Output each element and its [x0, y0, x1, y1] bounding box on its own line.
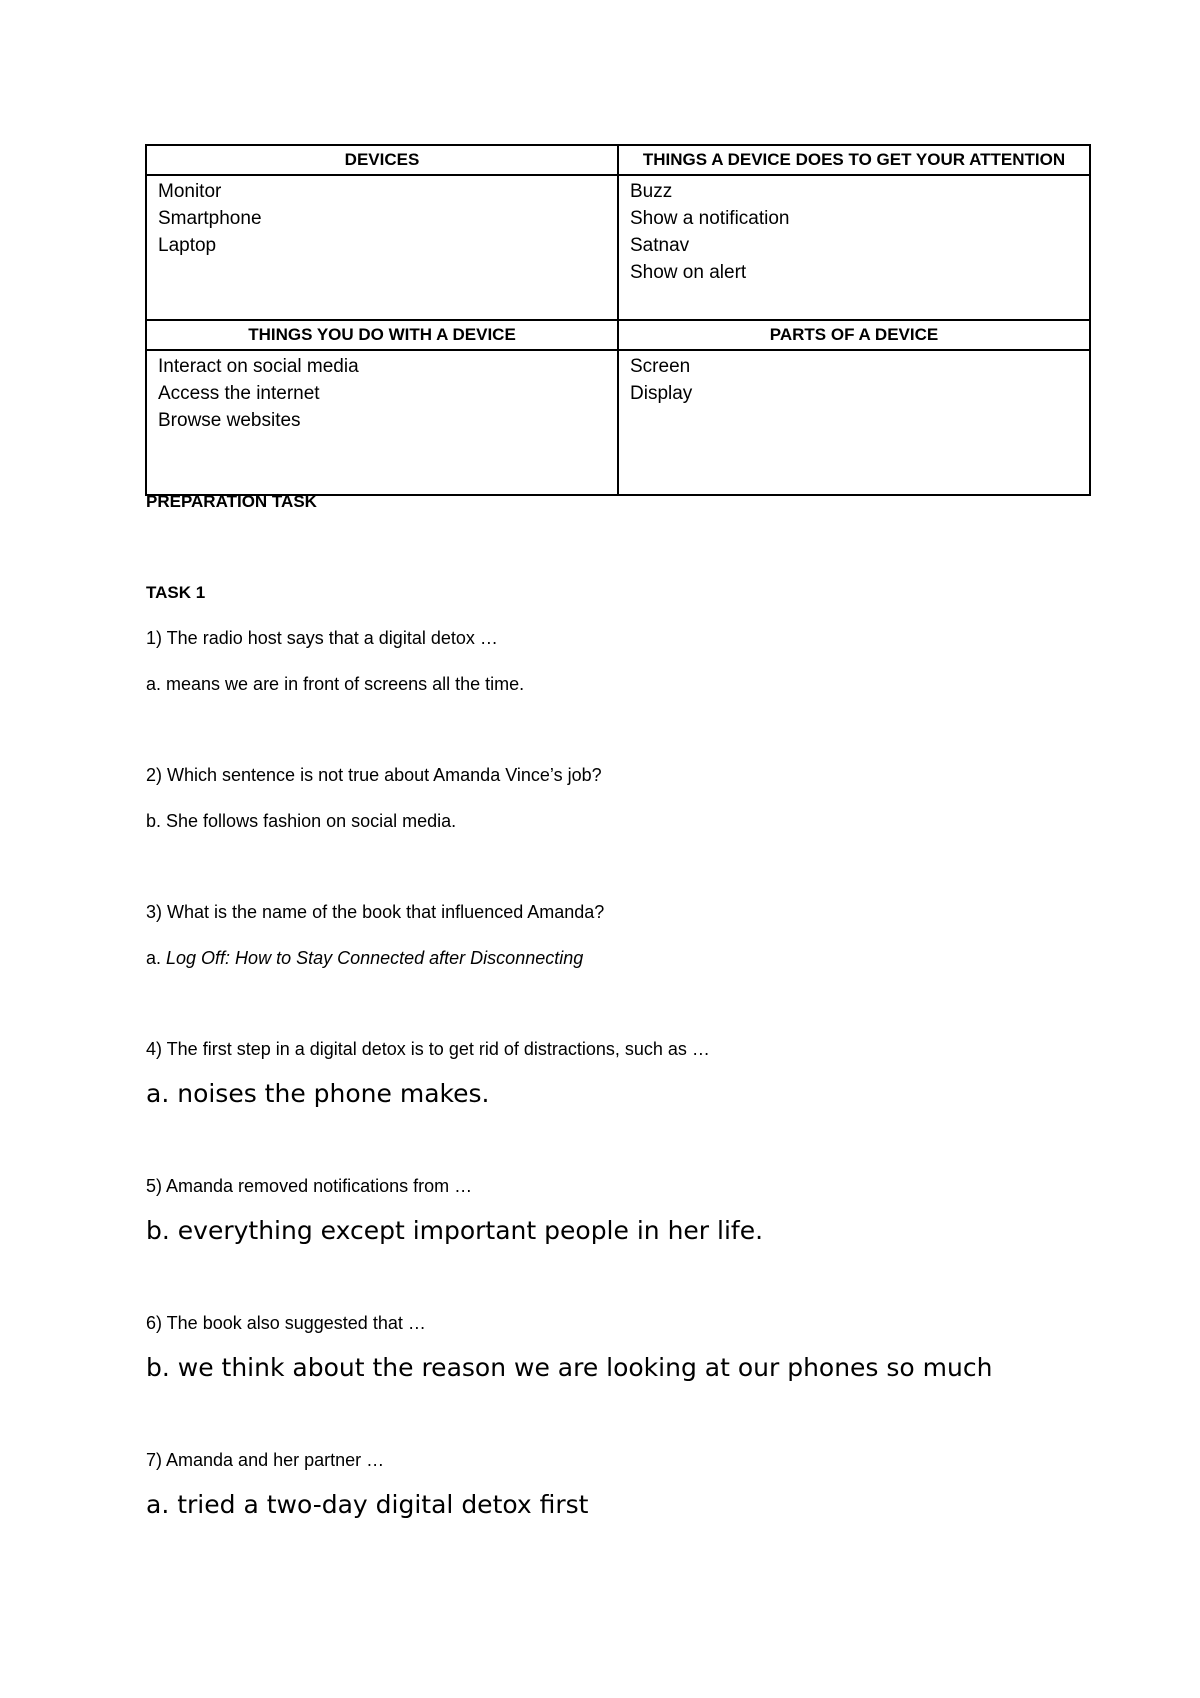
- list-item: Buzz: [630, 181, 673, 202]
- things-you-do-cell: [146, 350, 618, 495]
- answer-prefix: b.: [146, 1216, 178, 1245]
- parts-cell: [618, 350, 1090, 495]
- list-item: Show on alert: [630, 262, 747, 283]
- answer-4: [146, 1079, 489, 1109]
- answer-text: noises the phone makes.: [177, 1079, 490, 1108]
- question-7: 7) Amanda and her partner …: [146, 1450, 385, 1470]
- list-item: Show a notification: [630, 208, 790, 229]
- answer-text: tried a two-day digital detox first: [177, 1490, 589, 1519]
- answer-prefix: a.: [146, 1079, 178, 1108]
- list-item: Interact on social media: [158, 356, 359, 377]
- list-item: Smartphone: [158, 208, 262, 229]
- header-devices: DEVICES: [146, 145, 618, 175]
- answer-text: She follows fashion on social media.: [166, 811, 457, 831]
- answer-prefix: a.: [146, 1490, 178, 1519]
- answer-prefix: b.: [146, 1353, 178, 1382]
- question-3: 3) What is the name of the book that influenced Amanda?: [146, 902, 605, 922]
- vocabulary-table: [145, 144, 1091, 496]
- answer-2: [146, 810, 456, 832]
- answer-text: means we are in front of screens all the time.: [166, 674, 525, 694]
- answer-text: we think about the reason we are looking at our phones so much: [177, 1353, 993, 1382]
- answer-1: [146, 673, 524, 695]
- header-things-you-do: THINGS YOU DO WITH A DEVICE: [146, 320, 618, 350]
- question-4: 4) The first step in a digital detox is to get rid of distractions, such as …: [146, 1039, 710, 1059]
- list-item: Satnav: [630, 235, 690, 256]
- question-2: 2) Which sentence is not true about Amanda Vince’s job?: [146, 765, 602, 785]
- task-title: TASK 1: [146, 583, 206, 602]
- table-row: [146, 175, 1090, 320]
- header-attention: THINGS A DEVICE DOES TO GET YOUR ATTENTION: [618, 145, 1090, 175]
- answer-prefix: a.: [146, 674, 167, 694]
- table-header-row: [146, 145, 1090, 175]
- answer-7: [146, 1490, 589, 1520]
- preparation-task-heading: PREPARATION TASK: [146, 492, 317, 511]
- answer-prefix: a.: [146, 948, 167, 968]
- answer-3: [146, 947, 583, 969]
- header-parts: PARTS OF A DEVICE: [618, 320, 1090, 350]
- answer-text: Log Off: How to Stay Connected after Disconnecting: [166, 948, 584, 968]
- list-item: Access the internet: [158, 383, 320, 404]
- devices-cell: [146, 175, 618, 320]
- question-6: 6) The book also suggested that …: [146, 1313, 426, 1333]
- list-item: Browse websites: [158, 410, 301, 431]
- table-header-row: [146, 320, 1090, 350]
- answer-text: everything except important people in her life.: [177, 1216, 764, 1245]
- attention-cell: [618, 175, 1090, 320]
- list-item: Laptop: [158, 235, 217, 256]
- answer-prefix: b.: [146, 811, 167, 831]
- list-item: Display: [630, 383, 693, 404]
- answer-6: [146, 1353, 992, 1383]
- table-row: [146, 350, 1090, 495]
- list-item: Monitor: [158, 181, 222, 202]
- answer-5: [146, 1216, 763, 1246]
- question-1: 1) The radio host says that a digital detox …: [146, 628, 498, 648]
- list-item: Screen: [630, 356, 691, 377]
- question-5: 5) Amanda removed notifications from …: [146, 1176, 473, 1196]
